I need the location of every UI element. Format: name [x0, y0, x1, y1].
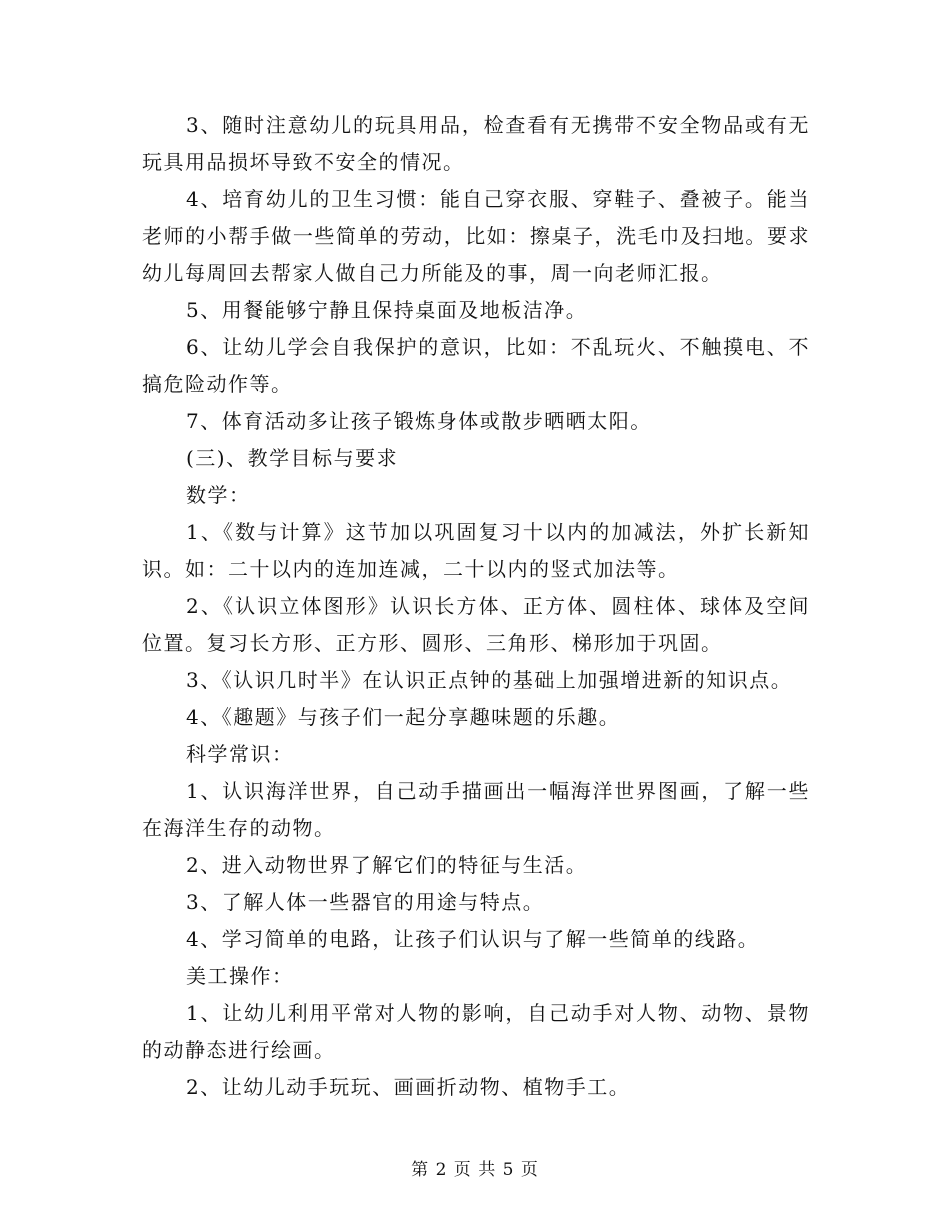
paragraph: 4、《趣题》与孩子们一起分享趣味题的乐趣。	[186, 705, 621, 729]
paragraph: 1、认识海洋世界，自己动手描画出一幅海洋世界图画，了解一些在海洋生存的动物。	[142, 779, 810, 840]
paragraph: 1、让幼儿利用平常对人物的影响，自己动手对人物、动物、景物的动静态进行绘画。	[142, 1001, 810, 1062]
paragraph: 4、培育幼儿的卫生习惯：能自己穿衣服、穿鞋子、叠被子。能当老师的小帮手做一些简单的劳动，比如：擦桌子，洗毛巾及扫地。要求幼儿每周回去帮家人做自己力所能及的事，周一向老师汇报。	[142, 187, 810, 285]
subject-heading-art: 美工操作：	[186, 964, 294, 988]
section-heading: (三)、教学目标与要求	[186, 446, 399, 470]
page-number-footer: 第 2 页 共 5 页	[411, 1160, 539, 1180]
paragraph: 3、《认识几时半》在认识正点钟的基础上加强增进新的知识点。	[186, 668, 793, 692]
paragraph: 1、《数与计算》这节加以巩固复习十以内的加减法，外扩长新知识。如：二十以内的连加连减，二十以内的竖式加法等。	[142, 520, 810, 581]
subject-heading-science: 科学常识：	[186, 742, 294, 766]
paragraph: 5、用餐能够宁静且保持桌面及地板洁净。	[186, 298, 588, 322]
paragraph: 3、了解人体一些器官的用途与特点。	[186, 890, 545, 914]
paragraph: 2、《认识立体图形》认识长方体、正方体、圆柱体、球体及空间位置。复习长方形、正方形、圆形、三角形、梯形加于巩固。	[142, 594, 810, 655]
paragraph: 2、进入动物世界了解它们的特征与生活。	[186, 853, 588, 877]
paragraph: 6、让幼儿学会自我保护的意识，比如：不乱玩火、不触摸电、不搞危险动作等。	[142, 335, 810, 396]
paragraph: 2、让幼儿动手玩玩、画画折动物、植物手工。	[186, 1075, 631, 1099]
paragraph: 4、学习简单的电路，让孩子们认识与了解一些简单的线路。	[186, 927, 760, 951]
document-body	[142, 107, 810, 1106]
paragraph: 7、体育活动多让孩子锻炼身体或散步晒晒太阳。	[186, 409, 652, 433]
subject-heading-math: 数学：	[186, 483, 251, 507]
paragraph: 3、随时注意幼儿的玩具用品，检查看有无携带不安全物品或有无玩具用品损坏导致不安全的情况。	[142, 113, 810, 174]
